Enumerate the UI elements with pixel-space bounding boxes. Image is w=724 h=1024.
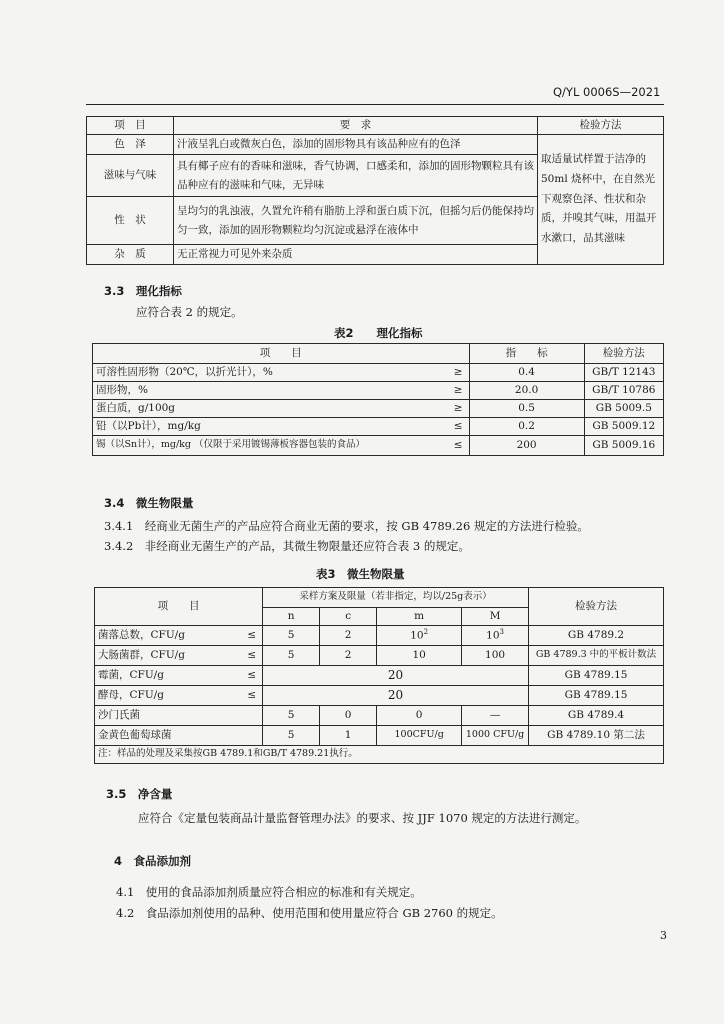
- section-3-3-heading: 3.3 理化指标: [104, 284, 182, 298]
- row-item: 金黄色葡萄球菌: [95, 726, 263, 746]
- section-3-4-2: 3.4.2 非经商业无菌生产的产品，其微生物限量还应符合表 3 的规定。: [104, 539, 470, 553]
- row-c: 1: [320, 726, 377, 746]
- header-rule: [86, 104, 664, 105]
- row-merged-value: 20: [263, 666, 529, 686]
- row-value: 0.4: [469, 364, 584, 382]
- row-merged-value: 20: [263, 686, 529, 706]
- row-m: [377, 626, 462, 646]
- section-3-4-heading: 3.4 微生物限量: [104, 496, 194, 510]
- row-item: 蛋白质，g/100g: [93, 400, 442, 418]
- row-symbol: ≤: [442, 418, 470, 436]
- col-requirement: 要 求: [174, 117, 538, 135]
- table3-caption: 表3 微生物限量: [316, 567, 405, 581]
- row-item: 色 泽: [87, 135, 174, 155]
- row-item: 性 状: [87, 197, 174, 245]
- row-item: 霉菌，CFU/g: [95, 666, 236, 686]
- row-M-base: 10: [486, 629, 500, 642]
- row-requirement: 汁液呈乳白或微灰白色，添加的固形物具有该品种应有的色泽: [174, 135, 538, 155]
- row-n: 5: [263, 706, 320, 726]
- row-M: —: [462, 706, 529, 726]
- section-3-4-1: 3.4.1 经商业无菌生产的产品应符合商业无菌的要求，按 GB 4789.26 规定的方法进行检验。: [104, 519, 589, 533]
- row-c: 2: [320, 626, 377, 646]
- col-item: 项 目: [87, 117, 174, 135]
- row-value: 0.5: [469, 400, 584, 418]
- row-method: GB 5009.5: [584, 400, 663, 418]
- row-method: GB 4789.10 第二法: [529, 726, 664, 746]
- row-method: GB 4789.3 中的平板计数法: [529, 646, 664, 666]
- row-method: GB 4789.2: [529, 626, 664, 646]
- row-requirement: 具有椰子应有的香味和滋味，香气协调，口感柔和，添加的固形物颗粒具有该品种应有的滋味和气味，无异味: [174, 155, 538, 197]
- row-M: [462, 626, 529, 646]
- sensory-table: [86, 116, 664, 265]
- section-3-5-text: 应符合《定量包装商品计量监督管理办法》的要求、按 JJF 1070 规定的方法进行测定。: [138, 811, 587, 825]
- row-M-exponent: 3: [499, 628, 504, 637]
- table2-caption: 表2 理化指标: [334, 326, 423, 340]
- section-4-2: 4.2 食品添加剂使用的品种、使用范围和使用量应符合 GB 2760 的规定。: [116, 906, 503, 920]
- row-m: 10: [377, 646, 462, 666]
- row-c: 2: [320, 646, 377, 666]
- col-item: 项 目: [95, 588, 263, 626]
- section-3-3-text: 应符合表 2 的规定。: [136, 305, 243, 319]
- row-requirement: 无正常视力可见外来杂质: [174, 245, 538, 265]
- row-method: GB/T 12143: [584, 364, 663, 382]
- col-m-lower: m: [377, 608, 462, 626]
- row-m: 0: [377, 706, 462, 726]
- col-m-upper: M: [462, 608, 529, 626]
- col-c: c: [320, 608, 377, 626]
- row-method: GB 4789.15: [529, 666, 664, 686]
- row-requirement: 呈均匀的乳浊液，久置允许稍有脂肪上浮和蛋白质下沉，但摇匀后仍能保持均匀一致，添加的固形物颗粒均匀沉淀或悬浮在液体中: [174, 197, 538, 245]
- row-item: 固形物，%: [93, 382, 442, 400]
- row-symbol: ≥: [442, 400, 470, 418]
- row-method: GB 4789.4: [529, 706, 664, 726]
- row-item: 可溶性固形物（20℃，以折光计），%: [93, 364, 442, 382]
- col-item: 项 目: [93, 344, 470, 364]
- row-symbol: ≥: [442, 382, 470, 400]
- row-method: GB 5009.16: [584, 436, 663, 456]
- col-index: 指 标: [469, 344, 584, 364]
- row-item: 酵母，CFU/g: [95, 686, 236, 706]
- row-value: 200: [469, 436, 584, 456]
- col-plan: 采样方案及限量（若非指定，均以/25g表示）: [263, 588, 529, 608]
- row-symbol: ≤: [235, 626, 263, 646]
- row-m-base: 10: [410, 629, 424, 642]
- table3-note: 注：样品的处理及采集按GB 4789.1和GB/T 4789.21执行。: [95, 746, 664, 764]
- row-symbol: ≥: [442, 364, 470, 382]
- row-method: GB/T 10786: [584, 382, 663, 400]
- row-item: 铅（以Pb计），mg/kg: [93, 418, 442, 436]
- col-method: 检验方法: [584, 344, 663, 364]
- col-method: 检验方法: [529, 588, 664, 626]
- row-n: 5: [263, 726, 320, 746]
- row-value: 20.0: [469, 382, 584, 400]
- row-n: 5: [263, 626, 320, 646]
- row-m: 100CFU/g: [377, 726, 462, 746]
- row-n: 5: [263, 646, 320, 666]
- row-M: 100: [462, 646, 529, 666]
- col-method: 检验方法: [538, 117, 664, 135]
- row-item: 杂 质: [87, 245, 174, 265]
- row-symbol: ≤: [235, 666, 263, 686]
- row-symbol: ≤: [235, 686, 263, 706]
- row-item: 大肠菌群，CFU/g: [95, 646, 236, 666]
- microbe-table: [94, 587, 664, 764]
- row-method: GB 4789.15: [529, 686, 664, 706]
- method-text: 取适量试样置于洁净的50ml 烧杯中，在自然光下观察色泽、性状和杂质，并嗅其气味，用温开水漱口，品其滋味: [538, 135, 664, 265]
- row-item: 菌落总数，CFU/g: [95, 626, 236, 646]
- row-item: 沙门氏菌: [95, 706, 263, 726]
- row-method: GB 5009.12: [584, 418, 663, 436]
- row-value: 0.2: [469, 418, 584, 436]
- row-M: 1000 CFU/g: [462, 726, 529, 746]
- row-m-exponent: 2: [423, 628, 429, 637]
- row-c: 0: [320, 706, 377, 726]
- row-item: 滋味与气味: [87, 155, 174, 197]
- section-3-5-heading: 3.5 净含量: [106, 787, 173, 801]
- row-item: 锡（以Sn计），mg/kg （仅限于采用镀锡薄板容器包装的食品）: [93, 436, 442, 456]
- row-symbol: ≤: [235, 646, 263, 666]
- col-n: n: [263, 608, 320, 626]
- page-number: 3: [660, 929, 667, 942]
- row-symbol: ≤: [442, 436, 470, 456]
- physchem-table: [92, 343, 664, 456]
- section-4-heading: 4 食品添加剂: [114, 854, 192, 868]
- document-code: Q/YL 0006S—2021: [553, 85, 661, 99]
- section-4-1: 4.1 使用的食品添加剂质量应符合相应的标准和有关规定。: [116, 885, 422, 899]
